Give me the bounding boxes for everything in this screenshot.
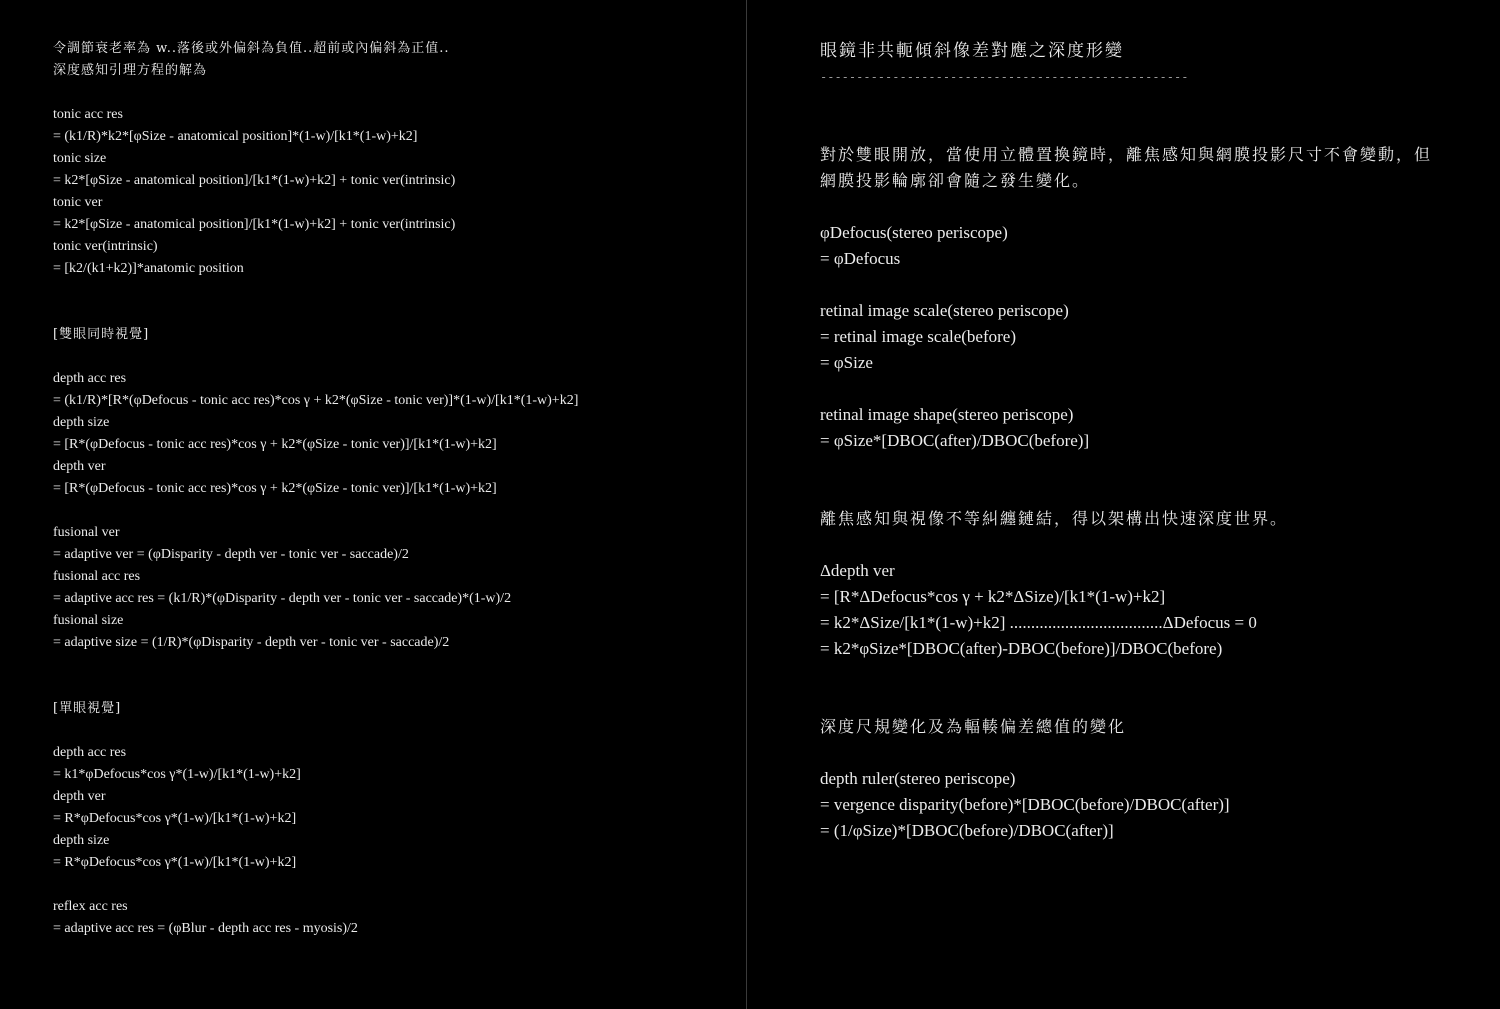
equation-line: = k2*φSize*[DBOC(after)-DBOC(before)]/DBOC(before) bbox=[820, 639, 1223, 658]
equation-line: = k1*φDefocus*cos γ*(1-w)/[k1*(1-w)+k2] bbox=[53, 767, 301, 782]
equation-line: = R*φDefocus*cos γ*(1-w)/[k1*(1-w)+k2] bbox=[53, 811, 297, 826]
equation-line: = (k1/R)*[R*(φDefocus - tonic acc res)*cos γ + k2*(φSize - tonic ver)]*(1-w)/[k1*(1-w)+k2] bbox=[53, 393, 579, 408]
equation-line: = k2*[φSize - anatomical position]/[k1*(1-w)+k2] + tonic ver(intrinsic) bbox=[53, 217, 456, 232]
paragraph: 對於雙眼開放，當使用立體置換鏡時，離焦感知與網膜投影尺寸不會變動，但網膜投影輪廓卻會隨之發生變化。 bbox=[820, 145, 1433, 190]
title-rule: --------------------------------------------------- bbox=[820, 70, 1189, 84]
equation-line: = k2*[φSize - anatomical position]/[k1*(1-w)+k2] + tonic ver(intrinsic) bbox=[53, 173, 456, 188]
equation-line: = retinal image scale(before) bbox=[820, 327, 1017, 346]
equation-label: depth acc res bbox=[53, 745, 127, 760]
equation-label: tonic size bbox=[53, 151, 107, 166]
equation-line: = R*φDefocus*cos γ*(1-w)/[k1*(1-w)+k2] bbox=[53, 855, 297, 870]
equation-label: fusional acc res bbox=[53, 569, 141, 584]
equation-line: = (k1/R)*k2*[φSize - anatomical position]*(1-w)/[k1*(1-w)+k2] bbox=[53, 129, 418, 144]
equation-label: depth ver bbox=[53, 459, 106, 474]
equation-line: = adaptive size = (1/R)*(φDisparity - depth ver - tonic ver - saccade)/2 bbox=[53, 635, 450, 650]
equation-label: tonic ver bbox=[53, 195, 103, 210]
right-page bbox=[820, 38, 1460, 844]
equation-line: = vergence disparity(before)*[DBOC(before)/DBOC(after)] bbox=[820, 795, 1230, 814]
equation-label: tonic acc res bbox=[53, 107, 123, 122]
equation-label: depth ver bbox=[53, 789, 106, 804]
equation-line: = φDefocus bbox=[820, 249, 901, 268]
equation-line: = (1/φSize)*[DBOC(before)/DBOC(after)] bbox=[820, 821, 1114, 840]
equation-label: depth size bbox=[53, 833, 110, 848]
equation-line: = [R*ΔDefocus*cos γ + k2*ΔSize)/[k1*(1-w)+k2] bbox=[820, 587, 1166, 606]
equation-line: = φSize bbox=[820, 353, 873, 372]
equation-label: fusional ver bbox=[53, 525, 120, 540]
intro-line: 深度感知引理方程的解為 bbox=[53, 63, 208, 78]
equation-label: reflex acc res bbox=[53, 899, 128, 914]
equation-label: φDefocus(stereo periscope) bbox=[820, 223, 1008, 242]
equation-line: = [R*(φDefocus - tonic acc res)*cos γ + k2*(φSize - tonic ver)]/[k1*(1-w)+k2] bbox=[53, 437, 497, 452]
equation-line: = adaptive acc res = (φBlur - depth acc res - myosis)/2 bbox=[53, 921, 358, 936]
equation-label: depth ruler(stereo periscope) bbox=[820, 769, 1016, 788]
equation-label: tonic ver(intrinsic) bbox=[53, 239, 158, 254]
paragraph: 深度尺規變化及為輻輳偏差總值的變化 bbox=[820, 717, 1127, 736]
equation-line: = adaptive ver = (φDisparity - depth ver - tonic ver - saccade)/2 bbox=[53, 547, 409, 562]
section-heading-binocular: [雙眼同時視覺] bbox=[53, 327, 150, 342]
equation-label: retinal image shape(stereo periscope) bbox=[820, 405, 1074, 424]
equation-line: = adaptive acc res = (k1/R)*(φDisparity - depth ver - tonic ver - saccade)*(1-w)/2 bbox=[53, 591, 512, 606]
equation-label: Δdepth ver bbox=[820, 561, 895, 580]
page-title: 眼鏡非共軛傾斜像差對應之深度形變 bbox=[820, 41, 1124, 61]
section-heading-monocular: [單眼視覺] bbox=[53, 701, 122, 716]
equation-line: = [k2/(k1+k2)]*anatomic position bbox=[53, 261, 244, 276]
equation-label: retinal image scale(stereo periscope) bbox=[820, 301, 1069, 320]
equation-label: depth acc res bbox=[53, 371, 127, 386]
equation-label: fusional size bbox=[53, 613, 124, 628]
equation-label: depth size bbox=[53, 415, 110, 430]
equation-line: = [R*(φDefocus - tonic acc res)*cos γ + k2*(φSize - tonic ver)]/[k1*(1-w)+k2] bbox=[53, 481, 497, 496]
equation-line: = k2*ΔSize/[k1*(1-w)+k2] ....................................ΔDefocus = 0 bbox=[820, 613, 1257, 632]
page-spine-divider bbox=[746, 0, 747, 1009]
paragraph: 離焦感知與視像不等糾纏鏈結，得以架構出快速深度世界。 bbox=[820, 509, 1289, 528]
intro-line: 令調節衰老率為 w..落後或外偏斜為負值..超前或內偏斜為正值.. bbox=[53, 41, 450, 56]
equation-line: = φSize*[DBOC(after)/DBOC(before)] bbox=[820, 431, 1090, 450]
left-page bbox=[53, 38, 733, 940]
